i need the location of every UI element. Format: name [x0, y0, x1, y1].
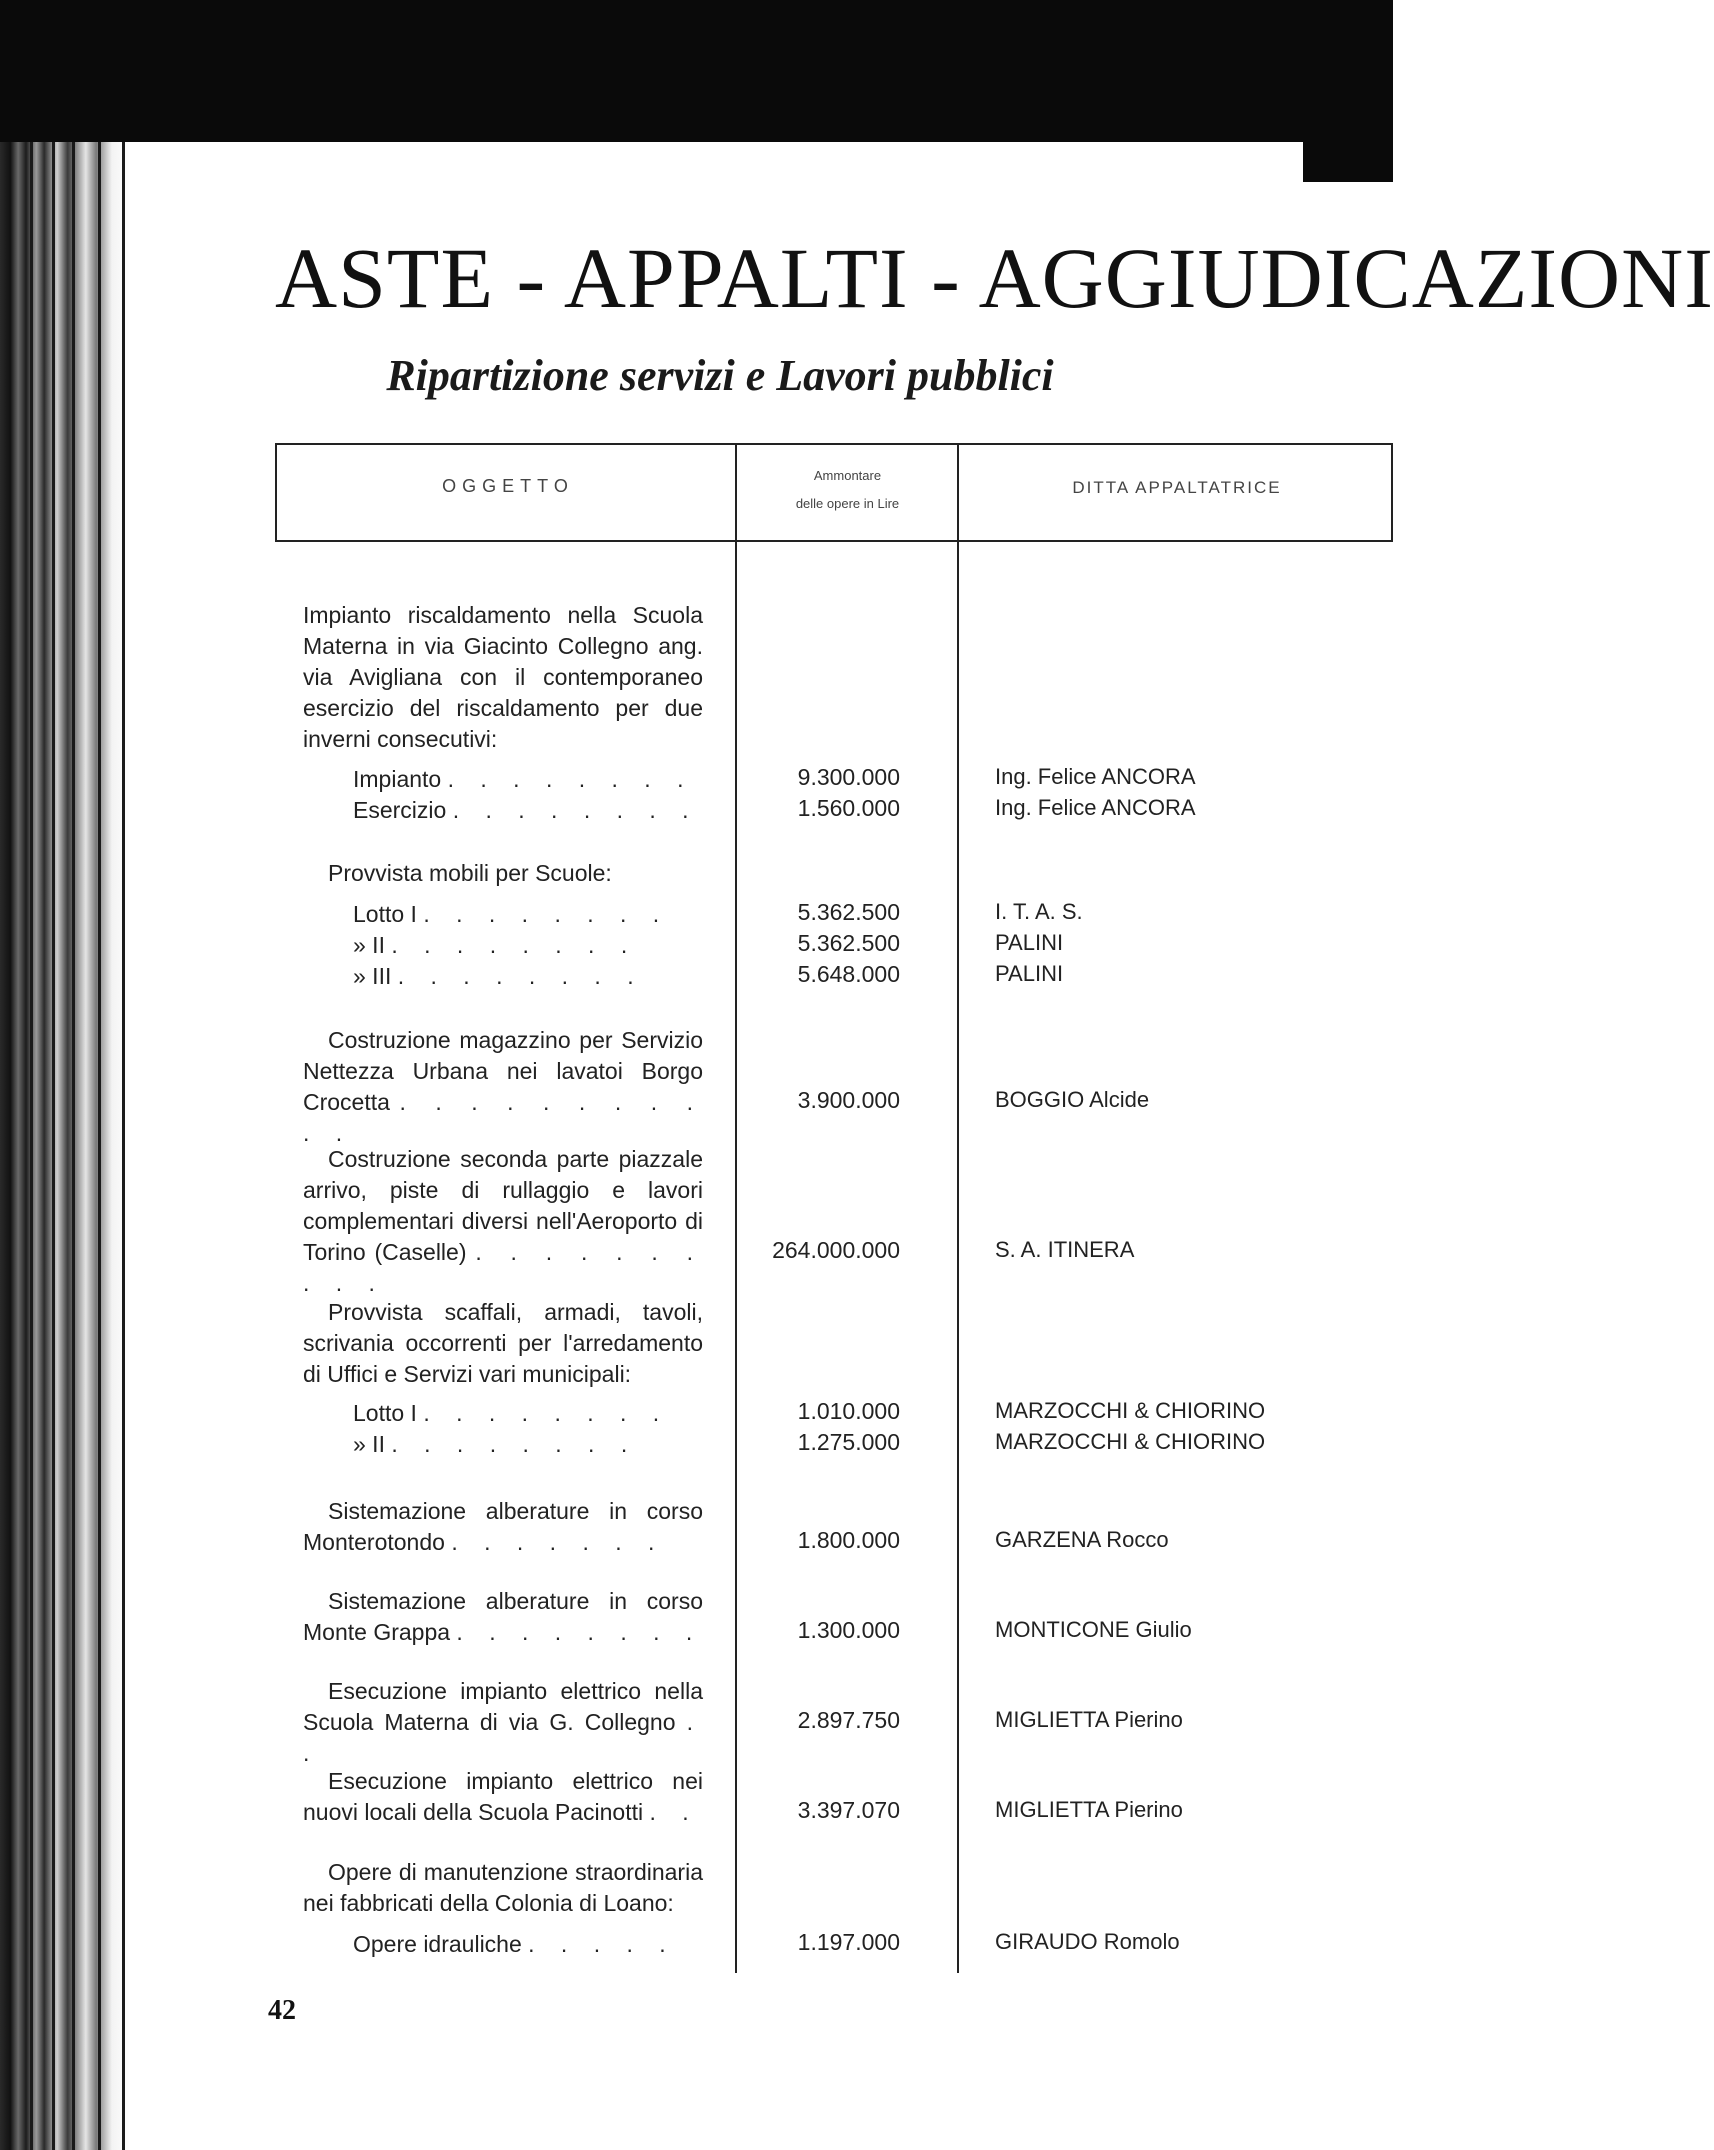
leader-dots: . . . . . . . .: [456, 1619, 703, 1645]
column-divider-1: [735, 443, 737, 1973]
amount-value: 2.897.750: [797, 1707, 900, 1733]
leader-dots: . . . . . . . .: [391, 932, 638, 958]
entry-subitem: [353, 795, 753, 826]
leader-dots: . . . . . . . .: [452, 797, 699, 823]
subitem-label: » II: [353, 932, 385, 958]
contractor-name: PALINI: [995, 930, 1064, 955]
leader-dots: . . . . . . .: [451, 1529, 665, 1555]
entry-description: [303, 1676, 703, 1769]
page-title: ASTE - APPALTI - AGGIUDICAZIONI: [275, 230, 1714, 326]
entry-subitem: [353, 1929, 753, 1960]
amount-value: 264.000.000: [772, 1237, 900, 1263]
header-ditta: DITTA APPALTATRICE: [1072, 478, 1282, 497]
entry-text: Sistemazione alberature in corso Monte Grappa: [303, 1588, 703, 1645]
amount-value: 1.560.000: [797, 795, 900, 821]
contractor-name: MARZOCCHI & CHIORINO: [995, 1398, 1266, 1423]
contractor-name: MIGLIETTA Pierino: [995, 1797, 1183, 1822]
entry-subitem: [353, 1398, 753, 1429]
entry-description: Opere di manutenzione straordinaria nei fabbricati della Colonia di Loano:: [303, 1859, 703, 1916]
contractor-name: GIRAUDO Romolo: [995, 1929, 1180, 1954]
binding-line: [30, 142, 33, 2150]
binding-line: [72, 142, 75, 2150]
amount-value: 3.397.070: [797, 1797, 900, 1823]
entry-text: Sistemazione alberature in corso Monterotondo: [303, 1498, 703, 1555]
entry-text: Costruzione seconda parte piazzale arrivo, piste di rullaggio e lavori complementari diversi nell'Aeroporto di Torino (Caselle): [303, 1146, 703, 1265]
amount-value: 3.900.000: [797, 1087, 900, 1113]
header-ammontare-line1: Ammontare: [813, 468, 882, 483]
header-ammontare-line2: delle opere in Lire: [795, 496, 900, 511]
leader-dots: . . . . . . . .: [423, 901, 670, 927]
leader-dots: . . . . . . . .: [397, 963, 644, 989]
entry-text: Esecuzione impianto elettrico nei nuovi locali della Scuola Pacinotti: [303, 1768, 703, 1825]
amount-value: 1.010.000: [797, 1398, 900, 1424]
subitem-label: Impianto: [353, 766, 442, 792]
amount-value: 1.197.000: [797, 1929, 900, 1955]
scan-top-shadow-step: [1303, 142, 1393, 182]
leader-dots: . . . . . . . .: [423, 1400, 670, 1426]
contractor-name: MONTICONE Giulio: [995, 1617, 1192, 1642]
page-number: 42: [268, 1995, 296, 2026]
entry-description: Impianto riscaldamento nella Scuola Materna in via Giacinto Collegno ang. via Avigliana con il contemporaneo esercizio del riscaldamento per due inverni consecutivi:: [303, 602, 703, 752]
book-binding-edge: [0, 142, 130, 2150]
leader-dots: . .: [303, 1709, 703, 1766]
contractor-name: Ing. Felice ANCORA: [995, 764, 1196, 789]
column-divider-2: [957, 443, 959, 1973]
entry-text: Costruzione magazzino per Servizio Nettezza Urbana nei lavatoi Borgo Crocetta: [303, 1027, 703, 1115]
entry-subitem: [353, 899, 753, 930]
entry-description: Provvista mobili per Scuole:: [328, 860, 612, 886]
amount-value: 5.648.000: [797, 961, 900, 987]
table-header-rule: [275, 540, 1393, 542]
scan-top-shadow: [0, 0, 1393, 142]
contractor-name: S. A. ITINERA: [995, 1237, 1135, 1262]
leader-dots: . .: [649, 1799, 699, 1825]
contractor-name: BOGGIO Alcide: [995, 1087, 1150, 1112]
binding-line: [122, 142, 125, 2150]
header-ammontare: [740, 462, 955, 518]
subitem-label: Lotto I: [353, 901, 417, 927]
subitem-label: Esercizio: [353, 797, 447, 823]
contractor-name: MARZOCCHI & CHIORINO: [995, 1429, 1266, 1454]
contractor-name: Ing. Felice ANCORA: [995, 795, 1196, 820]
entry-description: Provvista scaffali, armadi, tavoli, scrivania occorrenti per l'arredamento di Uffici e Servizi vari municipali:: [303, 1299, 703, 1387]
entry-description: [303, 1766, 703, 1828]
leader-dots: . . . . . . . . . . .: [303, 1089, 704, 1146]
leader-dots: . . . . . . . .: [391, 1431, 638, 1457]
amount-value: 5.362.500: [797, 930, 900, 956]
amount-value: 5.362.500: [797, 899, 900, 925]
binding-line: [98, 142, 101, 2150]
contractor-name: MIGLIETTA Pierino: [995, 1707, 1183, 1732]
entry-text: Esecuzione impianto elettrico nella Scuola Materna di via G. Collegno: [303, 1678, 703, 1735]
entry-subitem: [353, 764, 753, 795]
subitem-label: » III: [353, 963, 392, 989]
leader-dots: . . . . . . . . . .: [303, 1239, 704, 1296]
entry-subitem: [353, 961, 753, 992]
entry-description: [303, 1586, 703, 1648]
contractor-name: GARZENA Rocco: [995, 1527, 1169, 1552]
table-left-rule: [275, 443, 277, 542]
amount-value: 1.275.000: [797, 1429, 900, 1455]
page-subtitle: Ripartizione servizi e Lavori pubblici: [386, 351, 1054, 400]
table-top-rule: [275, 443, 1393, 445]
entry-subitem: [353, 930, 753, 961]
contractor-name: PALINI: [995, 961, 1064, 986]
binding-line: [52, 142, 55, 2150]
amount-value: 9.300.000: [797, 764, 900, 790]
amount-value: 1.300.000: [797, 1617, 900, 1643]
table-right-rule: [1391, 443, 1393, 542]
leader-dots: . . . . . . . .: [447, 766, 694, 792]
amount-value: 1.800.000: [797, 1527, 900, 1553]
subitem-label: Lotto I: [353, 1400, 417, 1426]
header-oggetto: OGGETTO: [442, 476, 574, 496]
leader-dots: . . . . .: [528, 1931, 676, 1957]
entry-description: [303, 1025, 703, 1149]
subitem-label: » II: [353, 1431, 385, 1457]
subitem-label: Opere idrauliche: [353, 1931, 522, 1957]
contractor-name: I. T. A. S.: [995, 899, 1083, 924]
entry-description: [303, 1496, 703, 1558]
entry-description: [303, 1144, 703, 1299]
entry-subitem: [353, 1429, 753, 1460]
